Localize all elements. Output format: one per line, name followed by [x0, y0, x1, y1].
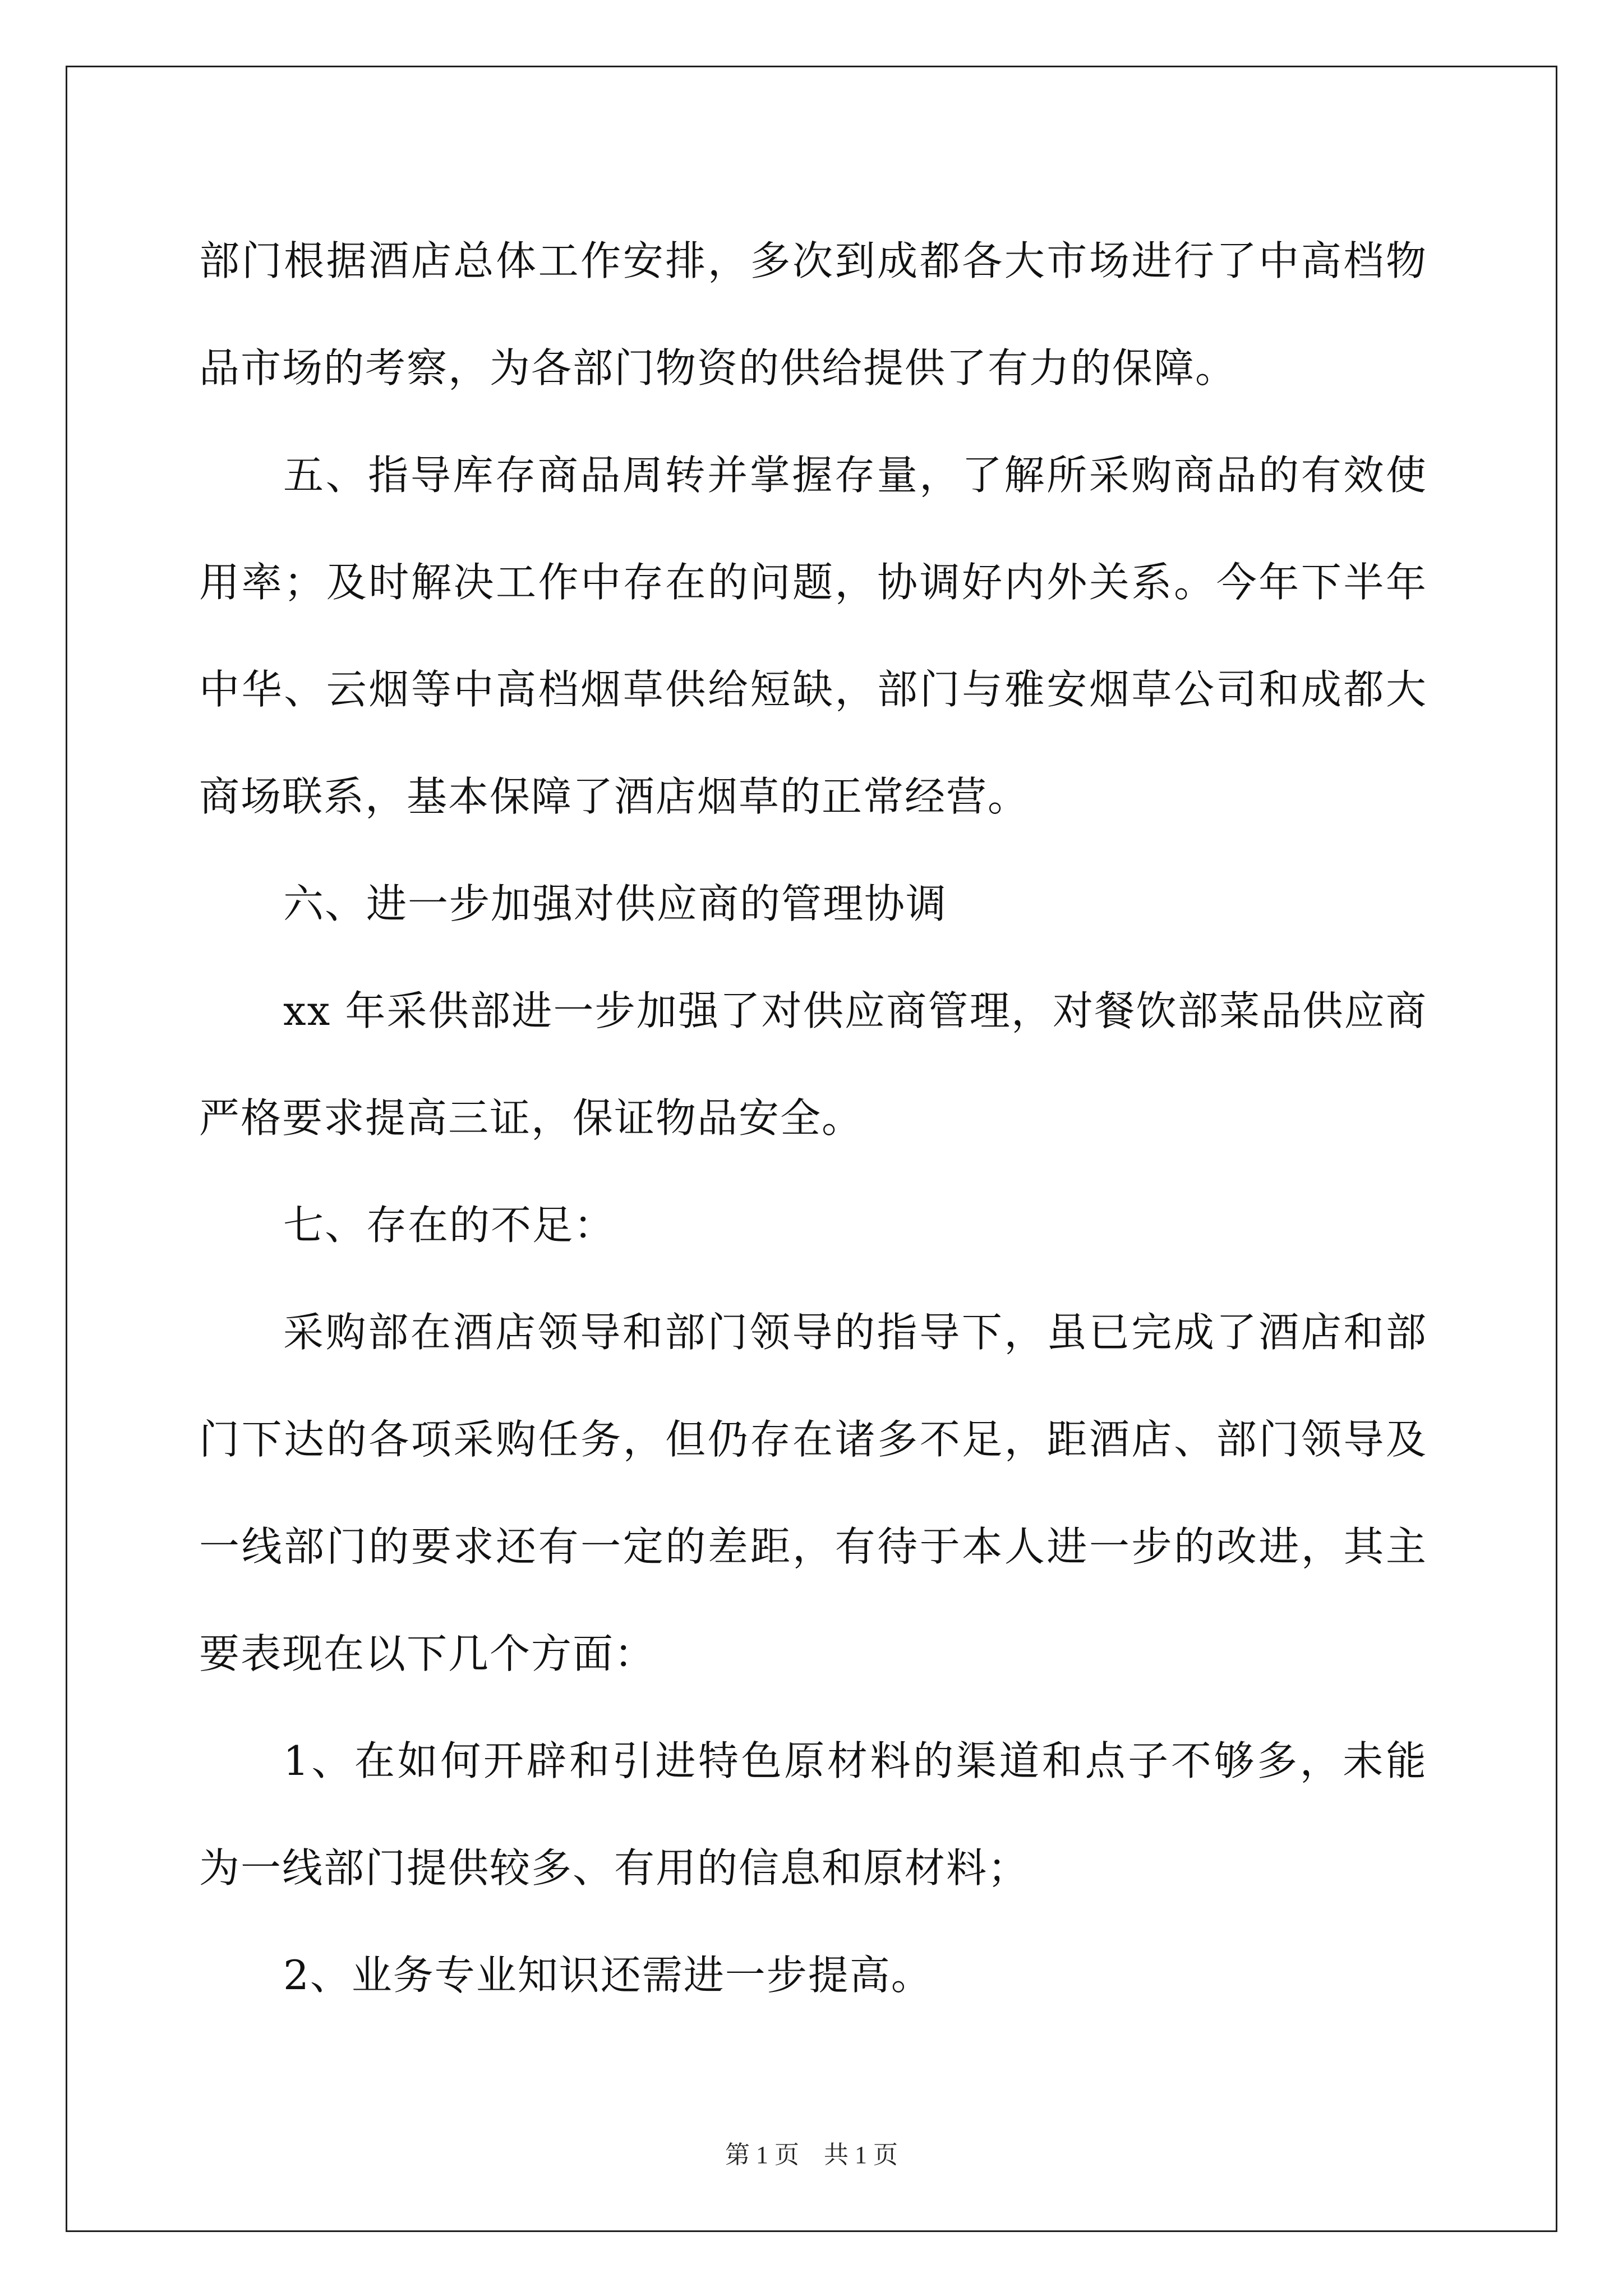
paragraph-5: 七、存在的不足：	[283, 1202, 616, 1249]
document-body	[199, 208, 1427, 2029]
paragraph-4: xx 年采供部进一步加强了对供应商管理，对餐饮部菜品供应商严格要求提高三证，保证物品安全。	[199, 987, 1427, 1142]
paragraph-2: 五、指导库存商品周转并掌握存量，了解所采购商品的有效使用率；及时解决工作中存在的问题，协调好内外关系。今年下半年中华、云烟等中高档烟草供给短缺，部门与雅安烟草公司和成都大商场联系，基本保障了酒店烟草的正常经营。	[199, 452, 1427, 820]
paragraph-7: 1、在如何开辟和引进特色原材料的渠道和点子不够多，未能为一线部门提供较多、有用的信息和原材料；	[199, 1737, 1427, 1892]
paragraph-8: 2、业务专业知识还需进一步提高。	[283, 1952, 933, 1999]
paragraph-6: 采购部在酒店领导和部门领导的指导下，虽已完成了酒店和部门下达的各项采购任务，但仍存在诸多不足，距酒店、部门领导及一线部门的要求还有一定的差距，有待于本人进一步的改进，其主要表现在以下几个方面：	[199, 1309, 1427, 1677]
paragraph-1: 部门根据酒店总体工作安排，多次到成都各大市场进行了中高档物品市场的考察，为各部门物资的供给提供了有力的保障。	[199, 237, 1427, 392]
paragraph-3: 六、进一步加强对供应商的管理协调	[283, 880, 948, 927]
page-footer: 第 1 页 共 1 页	[725, 2141, 898, 2169]
